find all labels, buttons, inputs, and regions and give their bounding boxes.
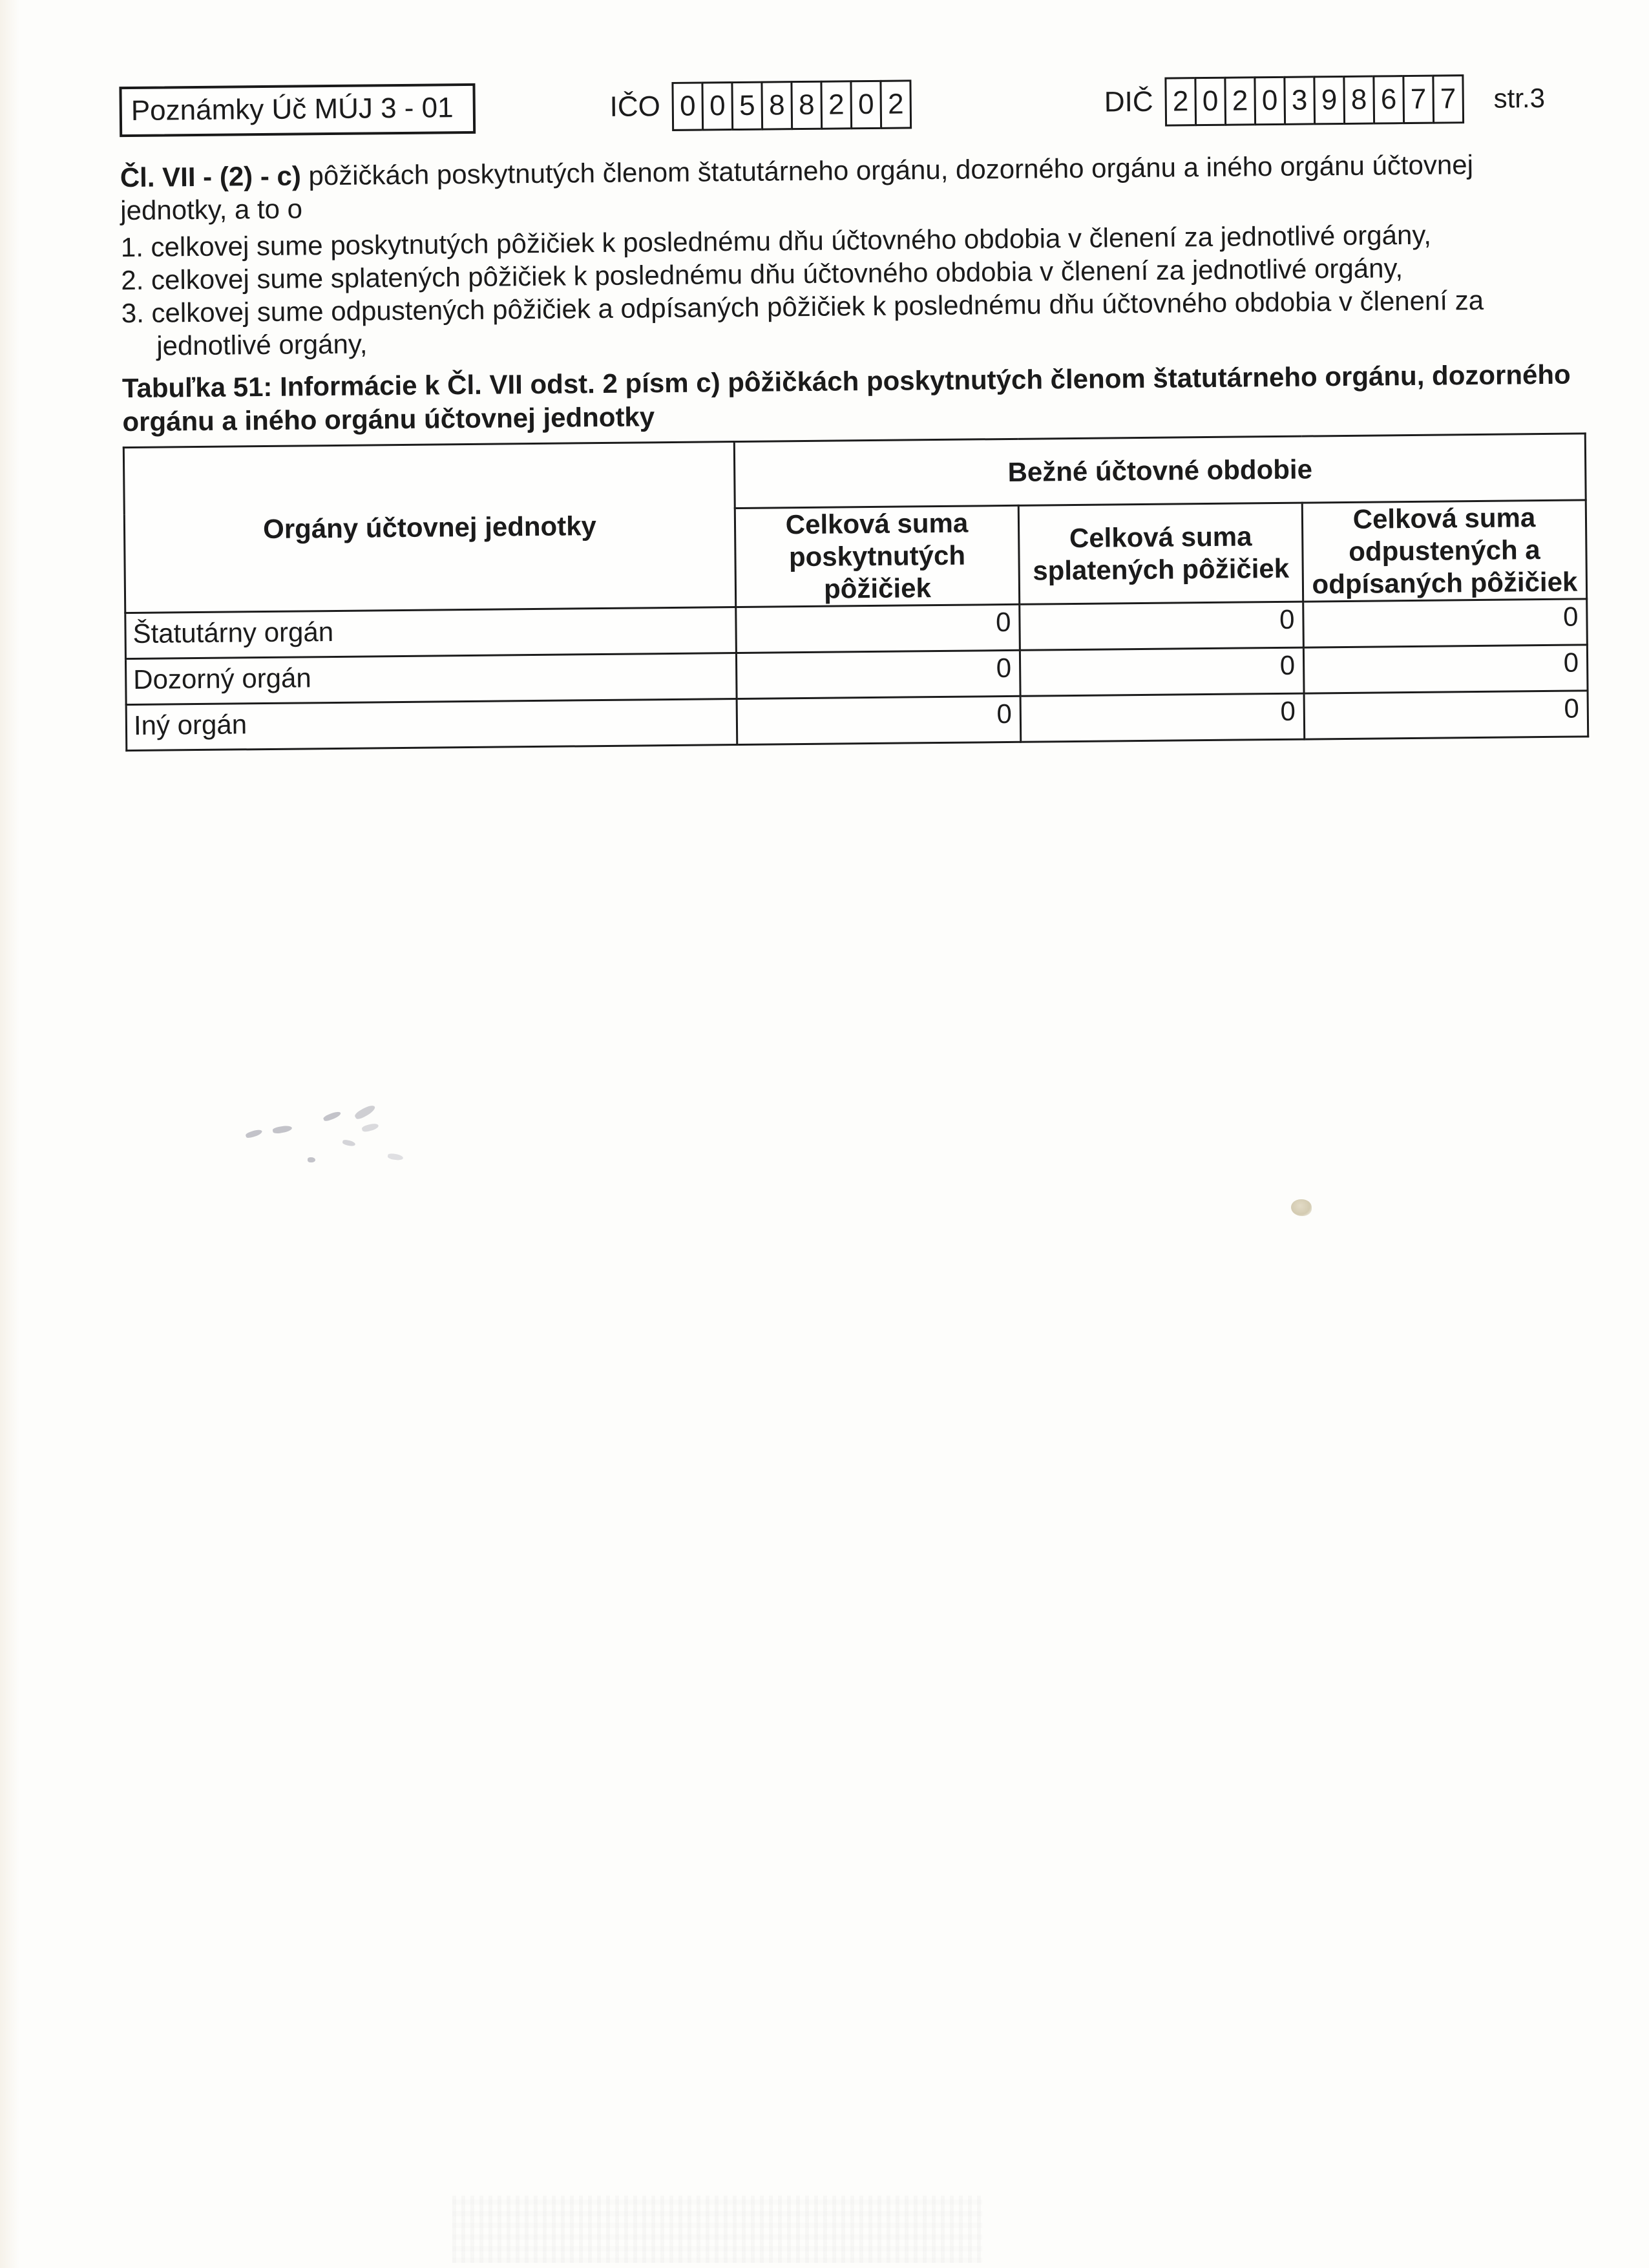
table-caption: Tabuľka 51: Informácie k Čl. VII odst. 2 písm c) pôžičkách poskytnutých členom štatutárneho orgánu, dozorného orgánu a iného orgánu účtovnej jednotky — [121, 359, 1571, 437]
cell-value: 0 — [1020, 693, 1305, 742]
loans-table — [123, 432, 1589, 751]
pencil-smudge-artifact — [246, 1095, 388, 1173]
dic-digit-cell: 7 — [1432, 74, 1464, 123]
dic-label: DIČ — [1104, 85, 1153, 118]
row-label: Štatutárny orgán — [125, 607, 737, 659]
ico-digit-cell: 8 — [761, 81, 793, 130]
dic-digit-cell: 0 — [1194, 77, 1226, 126]
table-header-provided-loans: Celková suma poskytnutých pôžičiek — [735, 505, 1019, 607]
dic-digit-cell: 2 — [1224, 76, 1256, 125]
dic-digit-boxes — [1164, 74, 1464, 126]
dic-digit-cell: 6 — [1372, 75, 1405, 124]
dic-digit-cell: 0 — [1254, 76, 1286, 125]
document-sheet — [119, 70, 1608, 751]
intro-section — [120, 147, 1605, 362]
ico-field — [609, 79, 912, 131]
row-label: Dozorný orgán — [125, 653, 737, 705]
table-header-forgiven-loans: Celková suma odpustených a odpísaných pôžičiek — [1302, 500, 1586, 602]
cell-value: 0 — [736, 650, 1020, 698]
table-header-organs: Orgány účtovnej jednotky — [123, 442, 735, 613]
form-title-box — [119, 83, 476, 137]
intro-lead-paragraph — [120, 147, 1568, 227]
dic-digit-cell: 8 — [1343, 76, 1375, 125]
cell-value: 0 — [1303, 599, 1588, 647]
intro-list-item-1: 1. celkovej sume poskytnutých pôžičiek k poslednému dňu účtovného obdobia v členení za jednotlivé orgány, — [120, 219, 1432, 263]
dic-digit-cell: 2 — [1164, 77, 1197, 126]
ico-digit-cell: 0 — [701, 81, 733, 131]
ico-label: IČO — [609, 90, 661, 123]
ico-digit-cell: 5 — [731, 81, 763, 131]
intro-lead-article-ref: Čl. VII - (2) - c) — [120, 160, 302, 193]
scan-edge-artifact — [0, 0, 19, 2268]
dic-digit-cell: 7 — [1402, 75, 1434, 124]
cell-value: 0 — [1304, 691, 1588, 739]
scan-noise-artifact — [452, 2196, 982, 2263]
page-number: str.3 — [1493, 82, 1546, 114]
form-title: Poznámky Úč MÚJ 3 - 01 — [131, 92, 454, 127]
paper-spot-artifact — [1291, 1199, 1312, 1216]
cell-value: 0 — [1020, 647, 1304, 696]
intro-list-item-3: 3. celkovej sume odpustených pôžičiek a odpísaných pôžičiek k poslednému dňu účtovného obdobia v členení za jednotlivé orgány, — [121, 284, 1484, 361]
dic-digit-cell: 3 — [1283, 76, 1316, 125]
row-label: Iný orgán — [126, 699, 737, 751]
ico-digit-cell: 0 — [671, 81, 704, 131]
ico-digit-cell: 2 — [879, 79, 912, 129]
pencil-smudge-artifact-2 — [362, 1124, 452, 1176]
ico-digit-boxes — [671, 79, 912, 131]
intro-list — [121, 216, 1605, 362]
cell-value: 0 — [737, 696, 1021, 744]
ico-digit-cell: 8 — [790, 81, 823, 130]
intro-lead-text: pôžičkách poskytnutých členom štatutárneho orgánu, dozorného orgánu a iného orgánu účtovnej jednotky, a to o — [120, 149, 1474, 226]
table-header-current-period: Bežné účtovné obdobie — [734, 434, 1586, 509]
cell-value: 0 — [1303, 645, 1588, 693]
cell-value: 0 — [1020, 602, 1304, 650]
ico-digit-cell: 0 — [850, 80, 882, 129]
intro-list-item-2: 2. celkovej sume splatených pôžičiek k poslednému dňu účtovného obdobia v členení za jednotlivé orgány, — [121, 253, 1403, 296]
dic-digit-cell: 9 — [1313, 76, 1345, 125]
table-header-repaid-loans: Celková suma splatených pôžičiek — [1018, 503, 1303, 604]
cell-value: 0 — [736, 604, 1020, 653]
dic-field — [1104, 74, 1464, 127]
ico-digit-cell: 2 — [820, 80, 852, 129]
document-header — [119, 70, 1602, 139]
